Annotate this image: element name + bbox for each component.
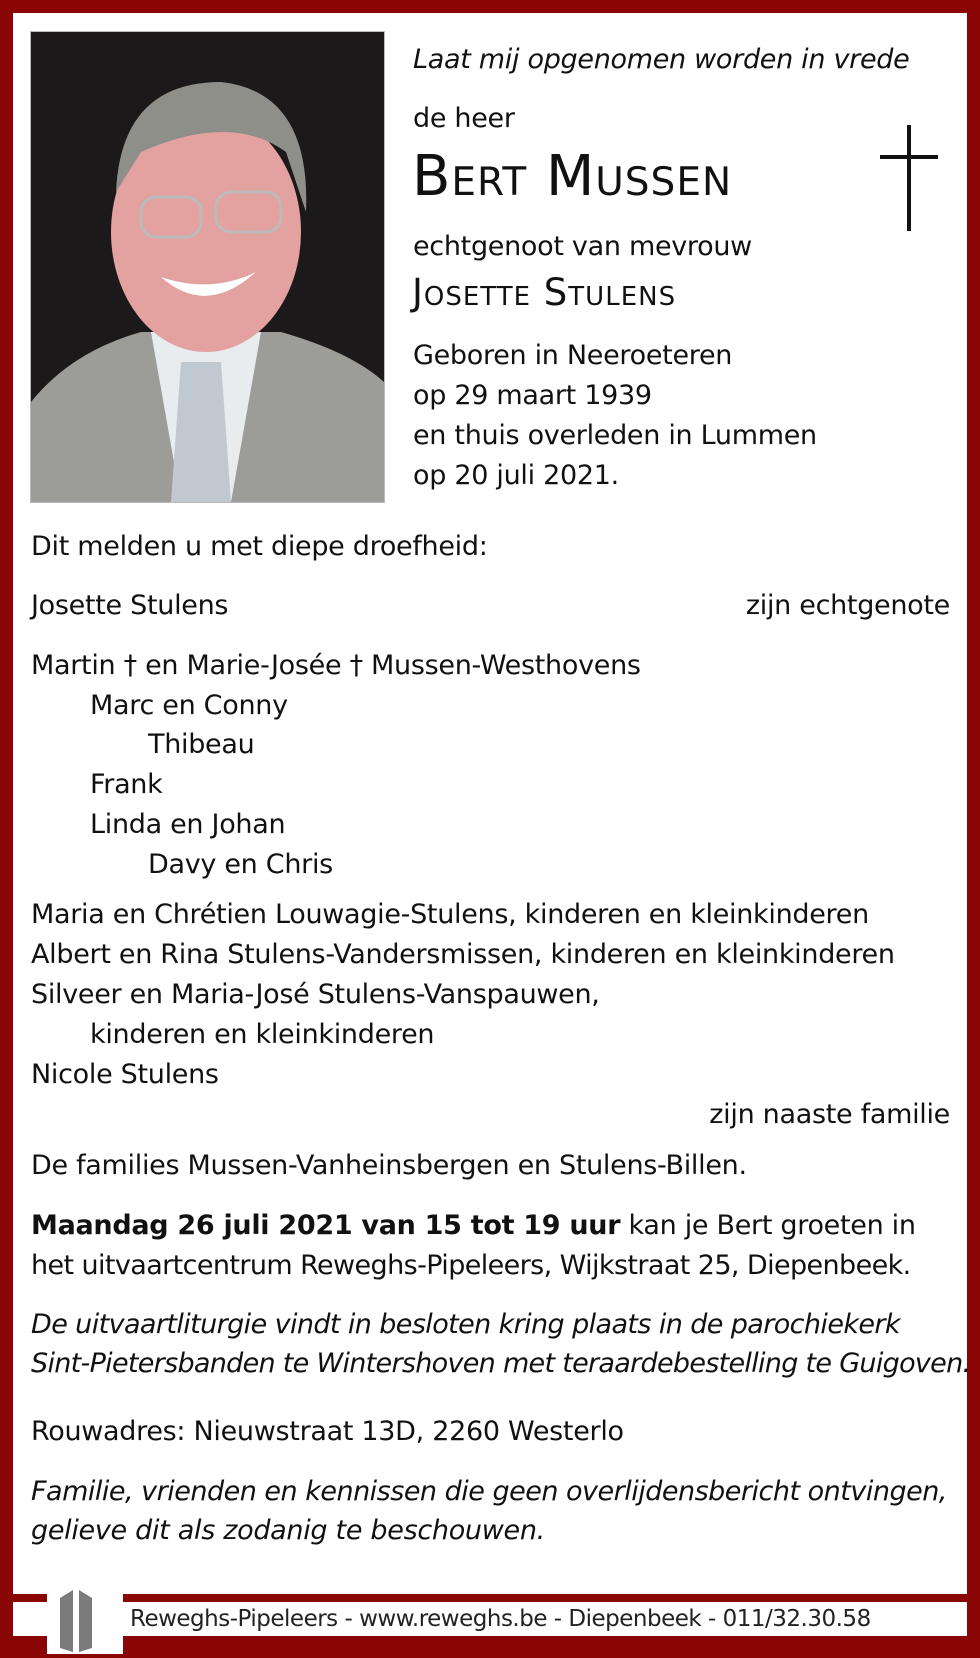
family-line: Thibeau xyxy=(148,729,255,760)
notice-line: Familie, vrienden en kennissen die geen overlijdensbericht ontvingen, xyxy=(31,1476,947,1507)
family-line: Marc en Conny xyxy=(90,690,288,721)
spouse-row-role: zijn echtgenote xyxy=(745,590,950,621)
announcement: Dit melden u met diepe droefheid: xyxy=(31,531,488,562)
family-line: Davy en Chris xyxy=(148,849,333,880)
title-prefix: de heer xyxy=(413,103,515,134)
notice-line: gelieve dit als zodanig te beschouwen. xyxy=(31,1515,545,1546)
visitation-time: Maandag 26 juli 2021 van 15 tot 19 uur xyxy=(31,1210,621,1241)
motto: Laat mij opgenomen worden in vrede xyxy=(413,44,910,75)
bio-line: op 29 maart 1939 xyxy=(413,380,652,411)
liturgy-line: Sint-Pietersbanden te Wintershoven met teraardebestelling te Guigoven. xyxy=(31,1348,971,1379)
family-line: Martin † en Marie-Josée † Mussen-Westhovens xyxy=(31,650,641,681)
family-role: zijn naaste familie xyxy=(709,1099,950,1130)
deceased-name: Bert Mussen xyxy=(412,144,733,209)
footer-text: Reweghs-Pipeleers - www.reweghs.be - Diepenbeek - 011/32.30.58 xyxy=(130,1606,871,1632)
spouse-row-name: Josette Stulens xyxy=(31,590,229,621)
families-line: De families Mussen-Vanheinsbergen en Stulens-Billen. xyxy=(31,1150,747,1181)
visitation-text: kan je Bert groeten in xyxy=(620,1210,916,1241)
visitation-location: het uitvaartcentrum Reweghs-Pipeleers, Wijkstraat 25, Diepenbeek. xyxy=(31,1250,911,1281)
family-line: Maria en Chrétien Louwagie-Stulens, kinderen en kleinkinderen xyxy=(31,899,869,930)
funeral-home-logo xyxy=(47,1584,123,1654)
bio-line: en thuis overleden in Lummen xyxy=(413,420,817,451)
cross-icon xyxy=(880,125,938,231)
footer-divider xyxy=(13,1594,967,1602)
visitation-line xyxy=(31,1206,916,1246)
address: Rouwadres: Nieuwstraat 13D, 2260 Westerlo xyxy=(31,1416,624,1447)
spouse-label: echtgenoot van mevrouw xyxy=(413,231,752,262)
bio-line: Geboren in Neeroeteren xyxy=(413,340,733,371)
family-line: kinderen en kleinkinderen xyxy=(90,1019,435,1050)
family-line: Linda en Johan xyxy=(90,809,286,840)
family-line: Silveer en Maria-José Stulens-Vanspauwen, xyxy=(31,979,600,1010)
family-line: Nicole Stulens xyxy=(31,1059,219,1090)
portrait-photo xyxy=(30,31,385,503)
spouse-name: Josette Stulens xyxy=(412,271,677,314)
liturgy-line: De uitvaartliturgie vindt in besloten kring plaats in de parochiekerk xyxy=(31,1309,900,1340)
family-line: Frank xyxy=(90,769,163,800)
bio-line: op 20 juli 2021. xyxy=(413,460,619,491)
family-line: Albert en Rina Stulens-Vandersmissen, kinderen en kleinkinderen xyxy=(31,939,895,970)
